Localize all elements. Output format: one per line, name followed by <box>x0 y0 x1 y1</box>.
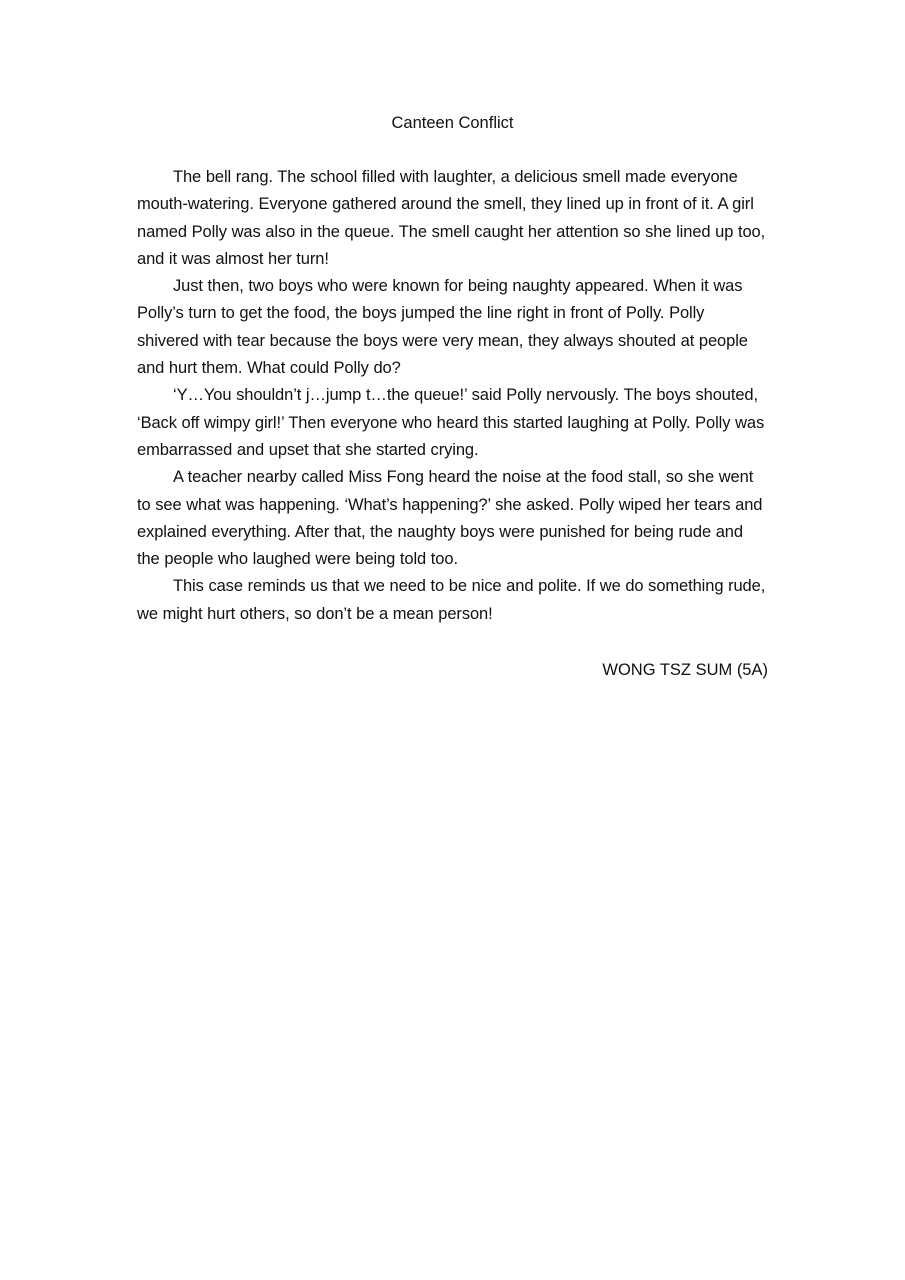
paragraph: The bell rang. The school filled with laughter, a delicious smell made everyone mouth-watering. Everyone gathered around the smell, they lined up in front of it. A girl named Polly was also in the queue. The smell caught her attention so she lined up too, and it was almost her turn! <box>137 168 766 268</box>
paragraph: A teacher nearby called Miss Fong heard the noise at the food stall, so she went to see what was happening. ‘What’s happening?’ she asked. Polly wiped her tears and explained everything. After that, the naughty boys were punished for being rude and the people who laughed were being told too. <box>137 468 763 569</box>
paragraph: ‘Y…You shouldn’t j…jump t…the queue!’ said Polly nervously. The boys shouted, ‘Back off wimpy girl!’ Then everyone who heard this started laughing at Polly. Polly was embarrassed and upset that she started crying. <box>137 386 765 459</box>
story-body <box>137 164 769 628</box>
document-title: Canteen Conflict <box>391 114 514 132</box>
author-byline: WONG TSZ SUM (5A) <box>602 661 768 679</box>
paragraph: Just then, two boys who were known for being naughty appeared. When it was Polly’s turn to get the food, the boys jumped the line right in front of Polly. Polly shivered with tear because the boys were very mean, they always shouted at people and hurt them. What could Polly do? <box>137 277 748 378</box>
paragraph: This case reminds us that we need to be nice and polite. If we do something rude, we might hurt others, so don’t be a mean person! <box>137 577 766 623</box>
